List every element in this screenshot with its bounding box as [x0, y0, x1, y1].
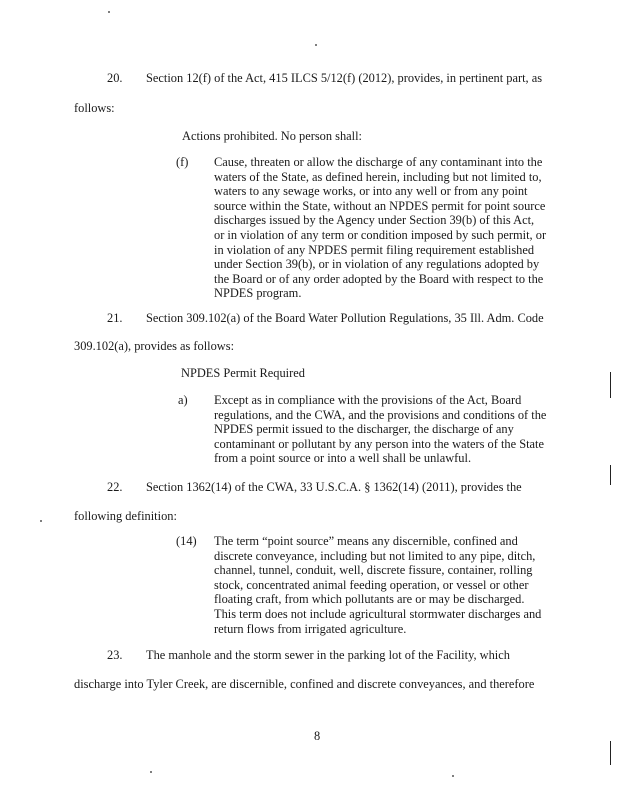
page-number: 8 [314, 729, 321, 743]
quote-line: or in violation of any term or condition imposed by such permit, or [214, 227, 547, 242]
margin-change-bar [610, 372, 611, 398]
paragraph-21-line-1: Section 309.102(a) of the Board Water Pollution Regulations, 35 Ill. Adm. Code [146, 311, 544, 325]
scan-speck [452, 775, 454, 777]
quote-label-14: (14) [176, 534, 197, 548]
paragraph-number-22: 22. [107, 480, 123, 494]
paragraph-22-line-2: following definition: [74, 509, 177, 523]
paragraph-number-23: 23. [107, 648, 123, 662]
quote-label-a: a) [178, 393, 188, 407]
quote-heading-actions-prohibited: Actions prohibited. No person shall: [182, 129, 362, 143]
quote-line: return flows from irrigated agriculture. [214, 621, 407, 636]
margin-change-bar [610, 741, 611, 765]
quote-line: regulations, and the CWA, and the provisions and conditions of the [214, 407, 547, 422]
quote-line: NPDES permit issued to the discharger, the discharge of any [214, 422, 514, 437]
quote-block-section-1362-14 [214, 534, 541, 636]
quote-label-f: (f) [176, 155, 189, 169]
scan-speck [108, 11, 110, 13]
quote-line: Except as in compliance with the provisions of the Act, Board [214, 393, 522, 407]
quote-line: discrete conveyance, including but not limited to any pipe, ditch, [214, 548, 536, 563]
paragraph-number-21: 21. [107, 311, 123, 325]
margin-change-bar [610, 465, 611, 485]
quote-line: waters of the State, as defined herein, including but not limited to, [214, 169, 542, 184]
quote-line: source within the State, without an NPDES permit for point source [214, 198, 546, 213]
scan-speck [315, 44, 317, 46]
paragraph-22-line-1: Section 1362(14) of the CWA, 33 U.S.C.A. § 1362(14) (2011), provides the [146, 480, 522, 494]
paragraph-20-line-2: follows: [74, 101, 115, 115]
quote-line: The term “point source” means any discernible, confined and [214, 534, 518, 548]
quote-line: from a point source or into a well shall be unlawful. [214, 451, 472, 466]
paragraph-23-line-2: discharge into Tyler Creek, are discernible, confined and discrete conveyances, and therefore [74, 677, 535, 691]
quote-line: contaminant or pollutant by any person into the waters of the State [214, 436, 544, 451]
quote-heading-npdes-permit-required: NPDES Permit Required [181, 366, 305, 380]
quote-line: in violation of any NPDES permit filing requirement established [214, 242, 535, 257]
quote-line: Cause, threaten or allow the discharge of any contaminant into the [214, 155, 543, 169]
quote-line: the Board or of any order adopted by the Board with respect to the [214, 271, 544, 286]
quote-line: waters to any sewage works, or into any well or from any point [214, 184, 528, 199]
quote-line: channel, tunnel, conduit, well, discrete fissure, container, rolling [214, 563, 533, 578]
quote-line: floating craft, from which pollutants are or may be discharged. [214, 592, 525, 607]
paragraph-23-line-1: The manhole and the storm sewer in the parking lot of the Facility, which [146, 648, 510, 662]
paragraph-20-line-1: Section 12(f) of the Act, 415 ILCS 5/12(f) (2012), provides, in pertinent part, as [146, 71, 543, 85]
quote-line: discharges issued by the Agency under Section 39(b) of this Act, [214, 213, 535, 228]
quote-block-section-12f [214, 155, 546, 301]
scan-speck [150, 771, 152, 773]
quote-line: under Section 39(b), or in violation of any regulations adopted by [214, 257, 540, 272]
quote-line: stock, concentrated animal feeding operation, or vessel or other [214, 577, 529, 592]
quote-line: This term does not include agricultural stormwater discharges and [214, 606, 542, 621]
paragraph-21-line-2: 309.102(a), provides as follows: [74, 339, 235, 353]
paragraph-number-20: 20. [107, 71, 123, 85]
scan-speck [40, 520, 42, 522]
quote-block-section-309-102a [214, 393, 546, 466]
quote-line: NPDES program. [214, 286, 302, 301]
